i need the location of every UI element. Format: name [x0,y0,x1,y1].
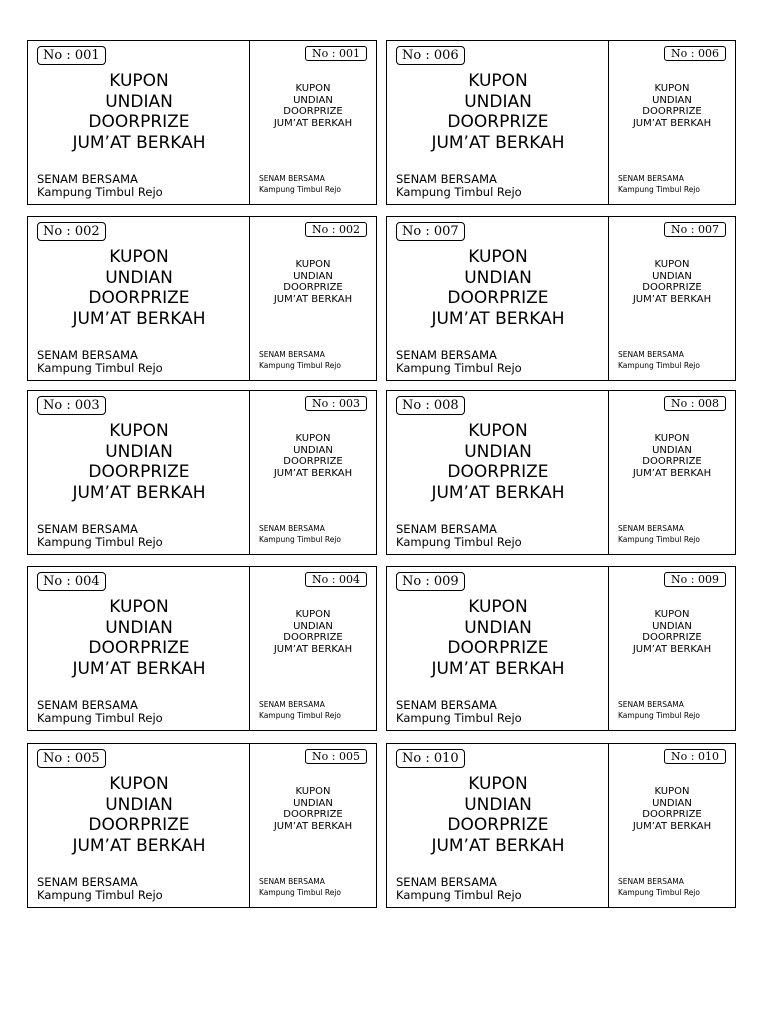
coupon [27,743,377,908]
stub-title-line: UNDIAN [293,620,333,632]
stub-title-line: KUPON [654,433,690,444]
coupon-title-line: DOORPRIZE [88,112,190,132]
coupon-main [387,217,609,380]
coupon-number: No : 008 [396,396,465,415]
coupon-title-line: JUM’AT BERKAH [72,482,206,503]
coupon-stub [250,567,376,730]
coupon-number: No : 002 [37,222,106,241]
coupon-title [28,247,250,329]
stub-title-line: DOORPRIZE [283,809,343,820]
stub-organizer [618,876,700,898]
stub-organizer-line: SENAM BERSAMA [618,524,684,533]
coupon-title-line: KUPON [109,71,169,91]
stub-number: No : 002 [305,222,367,237]
coupon-organizer [37,523,163,549]
coupon-stub [250,744,376,907]
stub-organizer-line: Kampung Timbul Rejo [259,535,341,544]
stub-title-line: KUPON [295,83,331,94]
coupon-number: No : 003 [37,396,106,415]
stub-title [250,259,376,305]
coupon-number: No : 009 [396,572,465,591]
stub-organizer [259,523,341,545]
stub-title-line: JUM’AT BERKAH [632,467,712,479]
stub-organizer-line: SENAM BERSAMA [618,174,684,183]
coupon-title-line: KUPON [109,597,169,617]
coupon-title-line: DOORPRIZE [88,288,190,308]
stub-organizer [259,349,341,371]
coupon-main [387,744,609,907]
coupon-organizer [37,173,163,199]
coupon-main [28,391,250,554]
coupon [386,743,736,908]
coupon [386,216,736,381]
coupon-organizer [396,699,522,725]
coupon-title [28,71,250,153]
coupon-title [387,421,609,503]
coupon-organizer [37,876,163,902]
coupon-title-line: KUPON [109,247,169,267]
coupon-title-line: UNDIAN [105,794,173,815]
stub-organizer-line: Kampung Timbul Rejo [618,711,700,720]
stub-number: No : 006 [664,46,726,61]
stub-organizer-line: Kampung Timbul Rejo [618,888,700,897]
coupon-title [387,247,609,329]
coupon-title-line: DOORPRIZE [447,462,549,482]
coupon [27,390,377,555]
stub-organizer [259,173,341,195]
coupon-title-line: DOORPRIZE [88,815,190,835]
coupon-title-line: JUM’AT BERKAH [431,658,565,679]
stub-title-line: UNDIAN [652,270,692,282]
stub-number: No : 003 [305,396,367,411]
organizer-line: SENAM BERSAMA [37,875,138,889]
organizer-line: Kampung Timbul Rejo [396,888,522,902]
stub-number: No : 007 [664,222,726,237]
coupon-title-line: KUPON [468,247,528,267]
stub-title-line: UNDIAN [293,270,333,282]
coupon-title [28,774,250,856]
coupon-title-line: DOORPRIZE [88,462,190,482]
organizer-line: SENAM BERSAMA [396,698,497,712]
coupon-main [28,744,250,907]
coupon-main [28,41,250,204]
stub-title [250,83,376,129]
stub-title-line: KUPON [295,259,331,270]
organizer-line: Kampung Timbul Rejo [37,185,163,199]
coupon-main [387,567,609,730]
stub-organizer [259,876,341,898]
stub-number: No : 010 [664,749,726,764]
coupon-title-line: UNDIAN [105,441,173,462]
stub-title-line: JUM’AT BERKAH [273,293,353,305]
coupon-organizer [396,349,522,375]
coupon-title [387,774,609,856]
coupon [27,216,377,381]
coupon-main [28,217,250,380]
stub-title-line: JUM’AT BERKAH [632,643,712,655]
coupon-title-line: JUM’AT BERKAH [431,308,565,329]
stub-title-line: DOORPRIZE [642,809,702,820]
stub-title [609,609,735,655]
stub-title-line: DOORPRIZE [642,106,702,117]
organizer-line: Kampung Timbul Rejo [37,888,163,902]
stub-title-line: DOORPRIZE [283,632,343,643]
coupon-title-line: JUM’AT BERKAH [72,308,206,329]
coupon-title-line: DOORPRIZE [447,638,549,658]
stub-title-line: KUPON [654,83,690,94]
coupon-stub [609,41,735,204]
coupon-organizer [396,523,522,549]
organizer-line: SENAM BERSAMA [37,698,138,712]
coupon-title-line: KUPON [468,421,528,441]
stub-number: No : 009 [664,572,726,587]
stub-title [250,786,376,832]
stub-title-line: KUPON [654,786,690,797]
coupon [386,390,736,555]
organizer-line: SENAM BERSAMA [37,172,138,186]
coupon-title-line: UNDIAN [464,617,532,638]
coupon-title-line: UNDIAN [464,441,532,462]
stub-title [609,433,735,479]
coupon-stub [609,567,735,730]
stub-title-line: KUPON [654,259,690,270]
coupon-number: No : 004 [37,572,106,591]
coupon-stub [609,744,735,907]
stub-title-line: UNDIAN [652,620,692,632]
stub-organizer-line: Kampung Timbul Rejo [618,361,700,370]
stub-organizer-line: SENAM BERSAMA [259,174,325,183]
coupon-title-line: DOORPRIZE [447,112,549,132]
coupon [386,566,736,731]
organizer-line: SENAM BERSAMA [37,522,138,536]
coupon-title-line: JUM’AT BERKAH [72,658,206,679]
coupon-title-line: JUM’AT BERKAH [431,132,565,153]
coupon-title-line: KUPON [109,774,169,794]
stub-title [250,609,376,655]
coupon-title-line: JUM’AT BERKAH [431,835,565,856]
coupon-title [28,421,250,503]
organizer-line: SENAM BERSAMA [396,875,497,889]
stub-organizer-line: SENAM BERSAMA [259,877,325,886]
coupon-title-line: UNDIAN [105,91,173,112]
stub-organizer-line: Kampung Timbul Rejo [259,711,341,720]
coupon-organizer [37,349,163,375]
stub-title-line: UNDIAN [293,797,333,809]
stub-title-line: DOORPRIZE [283,282,343,293]
coupon-title-line: KUPON [468,597,528,617]
coupon-stub [609,391,735,554]
organizer-line: SENAM BERSAMA [396,522,497,536]
coupon-organizer [37,699,163,725]
coupon-number: No : 005 [37,749,106,768]
coupon-title [28,597,250,679]
organizer-line: SENAM BERSAMA [396,348,497,362]
coupon-title-line: UNDIAN [105,267,173,288]
organizer-line: SENAM BERSAMA [37,348,138,362]
stub-number: No : 008 [664,396,726,411]
stub-title [250,433,376,479]
coupon [27,566,377,731]
organizer-line: Kampung Timbul Rejo [37,361,163,375]
coupon-title [387,71,609,153]
stub-organizer-line: Kampung Timbul Rejo [259,361,341,370]
stub-title-line: DOORPRIZE [642,282,702,293]
stub-organizer-line: SENAM BERSAMA [618,877,684,886]
stub-title-line: JUM’AT BERKAH [273,467,353,479]
coupon-number: No : 010 [396,749,465,768]
coupon-title-line: UNDIAN [464,267,532,288]
coupon-title-line: DOORPRIZE [88,638,190,658]
coupon-title-line: UNDIAN [464,91,532,112]
stub-number: No : 001 [305,46,367,61]
coupon-organizer [396,173,522,199]
coupon-title-line: DOORPRIZE [447,288,549,308]
stub-title-line: JUM’AT BERKAH [273,117,353,129]
stub-title-line: DOORPRIZE [283,106,343,117]
stub-title-line: JUM’AT BERKAH [632,293,712,305]
stub-title [609,786,735,832]
stub-title-line: KUPON [295,433,331,444]
coupon-stub [609,217,735,380]
coupon-main [387,41,609,204]
stub-number: No : 005 [305,749,367,764]
stub-title-line: KUPON [654,609,690,620]
stub-title-line: DOORPRIZE [283,456,343,467]
stub-organizer-line: Kampung Timbul Rejo [618,535,700,544]
coupon-stub [250,391,376,554]
coupon-title-line: JUM’AT BERKAH [72,132,206,153]
organizer-line: Kampung Timbul Rejo [396,185,522,199]
coupon-number: No : 001 [37,46,106,65]
stub-title-line: DOORPRIZE [642,632,702,643]
stub-title-line: KUPON [295,609,331,620]
stub-organizer-line: Kampung Timbul Rejo [259,888,341,897]
stub-title-line: DOORPRIZE [642,456,702,467]
coupon-number: No : 007 [396,222,465,241]
coupon-stub [250,41,376,204]
coupon-main [28,567,250,730]
stub-title-line: KUPON [295,786,331,797]
coupon-title-line: KUPON [109,421,169,441]
stub-organizer-line: SENAM BERSAMA [618,700,684,709]
stub-organizer-line: SENAM BERSAMA [259,700,325,709]
organizer-line: Kampung Timbul Rejo [396,711,522,725]
organizer-line: Kampung Timbul Rejo [396,361,522,375]
coupon-main [387,391,609,554]
stub-organizer-line: Kampung Timbul Rejo [618,185,700,194]
stub-organizer-line: Kampung Timbul Rejo [259,185,341,194]
coupon-stub [250,217,376,380]
coupon-number: No : 006 [396,46,465,65]
stub-title-line: UNDIAN [652,94,692,106]
stub-organizer [259,699,341,721]
stub-organizer [618,173,700,195]
coupon-title-line: KUPON [468,774,528,794]
coupon-title-line: DOORPRIZE [447,815,549,835]
coupon-title [387,597,609,679]
coupon-organizer [396,876,522,902]
stub-title-line: JUM’AT BERKAH [632,117,712,129]
coupon-title-line: UNDIAN [105,617,173,638]
coupon-title-line: KUPON [468,71,528,91]
stub-organizer [618,523,700,545]
stub-organizer-line: SENAM BERSAMA [259,350,325,359]
coupon-title-line: JUM’AT BERKAH [431,482,565,503]
stub-title-line: JUM’AT BERKAH [632,820,712,832]
stub-title-line: JUM’AT BERKAH [273,643,353,655]
stub-title-line: UNDIAN [652,797,692,809]
stub-organizer-line: SENAM BERSAMA [618,350,684,359]
stub-title-line: JUM’AT BERKAH [273,820,353,832]
stub-title-line: UNDIAN [293,94,333,106]
organizer-line: Kampung Timbul Rejo [37,711,163,725]
stub-organizer [618,349,700,371]
stub-title [609,83,735,129]
stub-organizer-line: SENAM BERSAMA [259,524,325,533]
stub-number: No : 004 [305,572,367,587]
coupon [27,40,377,205]
stub-title [609,259,735,305]
organizer-line: Kampung Timbul Rejo [37,535,163,549]
organizer-line: Kampung Timbul Rejo [396,535,522,549]
stub-title-line: UNDIAN [293,444,333,456]
coupon-title-line: UNDIAN [464,794,532,815]
organizer-line: SENAM BERSAMA [396,172,497,186]
coupon-title-line: JUM’AT BERKAH [72,835,206,856]
coupon [386,40,736,205]
stub-title-line: UNDIAN [652,444,692,456]
stub-organizer [618,699,700,721]
